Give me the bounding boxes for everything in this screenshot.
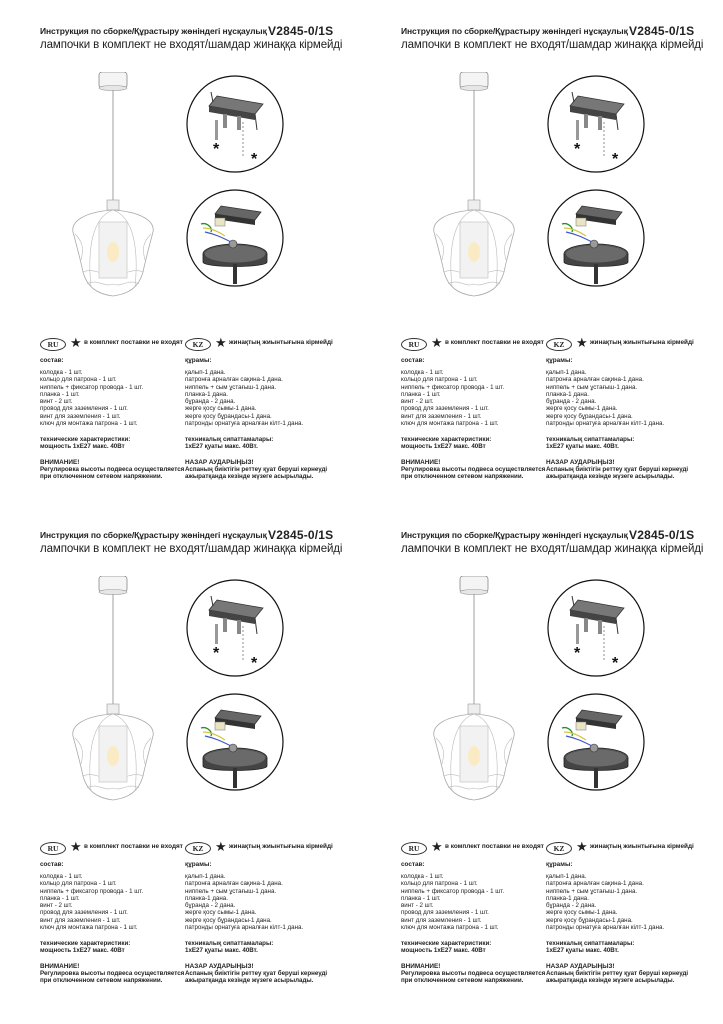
contents-item: провод для заземления - 1 шт. xyxy=(40,909,128,917)
contents-item: планка - 1 шт. xyxy=(401,894,441,902)
not-included-note: жинақтың жиынтығына кірмейді xyxy=(590,339,694,346)
warning-line: при отключенном сетевом напряжении. xyxy=(40,472,163,480)
instruction-sheet xyxy=(396,20,723,520)
contents-item: патронға арналған сақина-1 дана. xyxy=(185,880,283,888)
mounting-bracket-diagram xyxy=(185,578,285,678)
contents-item: ниппель + сым ұстағыш-1 дана. xyxy=(546,887,638,895)
contents-item: патронды орнатуға арналған кілт-1 дана. xyxy=(185,924,304,932)
contents-item: планка - 1 шт. xyxy=(401,390,441,398)
contents-list xyxy=(546,873,711,931)
russian-badge-row xyxy=(401,335,566,352)
contents-item: бұранда - 2 дана. xyxy=(546,398,597,406)
star-icon: ★ xyxy=(215,335,227,350)
ru-language-badge: RU xyxy=(401,338,427,351)
warning-text xyxy=(185,466,350,481)
contents-list xyxy=(185,369,350,427)
model-number: V2845-0/1S xyxy=(268,24,334,38)
contents-list xyxy=(185,873,350,931)
bulbs-not-included-note: лампочки в комплект не входят/шамдар жинаққа кірмейді xyxy=(401,543,704,555)
star-icon: ★ xyxy=(431,839,443,854)
warning-title: НАЗАР АУДАРЫҢЫЗ! xyxy=(546,458,615,466)
warning-line: при отключенном сетевом напряжении. xyxy=(401,976,524,984)
contents-item: бұранда - 2 дана. xyxy=(185,902,236,910)
contents-item: ниппель + фиксатор провода - 1 шт. xyxy=(401,887,505,895)
russian-section xyxy=(401,839,566,984)
mounting-bracket-diagram xyxy=(185,74,285,174)
warning-title: ВНИМАНИЕ! xyxy=(401,458,441,466)
bulbs-not-included-note: лампочки в комплект не входят/шамдар жинаққа кірмейді xyxy=(401,39,704,51)
warning-text xyxy=(546,466,711,481)
instruction-sheet xyxy=(35,524,375,1024)
warning-text xyxy=(546,970,711,985)
warning-title: ВНИМАНИЕ! xyxy=(401,962,441,970)
star-icon: * xyxy=(574,645,581,662)
not-included-note: в комплект поставки не входят xyxy=(84,339,183,346)
contents-item: кольцо для патрона - 1 шт. xyxy=(401,880,478,888)
warning-line: Аспаның биіктігін реттеу қуат беруші кернеуді xyxy=(185,969,328,977)
warning-text xyxy=(401,466,566,481)
star-icon: ★ xyxy=(70,839,82,854)
warning-line: Регулировка высоты подвеса осуществляется xyxy=(40,969,185,977)
contents-item: колодка - 1 шт. xyxy=(401,873,444,880)
specs-value: 1хЕ27 қуаты макс. 40Вт. xyxy=(546,443,619,451)
contents-item: кольцо для патрона - 1 шт. xyxy=(401,376,478,384)
pendant-lamp-illustration xyxy=(63,576,163,836)
ru-language-badge: RU xyxy=(40,338,66,351)
contents-item: патронды орнатуға арналған кілт-1 дана. xyxy=(185,420,304,428)
header-line xyxy=(40,530,370,544)
specs-title: техникалық сипаттамалары: xyxy=(185,940,274,948)
russian-badge-row xyxy=(40,335,205,352)
contents-item: ключ для монтажа патрона - 1 шт. xyxy=(40,420,138,428)
pendant-lamp-illustration xyxy=(424,576,524,836)
warning-line: Регулировка высоты подвеса осуществляется xyxy=(401,465,546,473)
russian-badge-row xyxy=(40,839,205,856)
contents-item: кольцо для патрона - 1 шт. xyxy=(40,376,117,384)
specs-title: технические характеристики: xyxy=(401,940,492,948)
specs-title: технические характеристики: xyxy=(40,940,131,948)
contents-title: құрамы: xyxy=(546,357,573,364)
warning-line: при отключенном сетевом напряжении. xyxy=(401,472,524,480)
specs-value: 1хЕ27 қуаты макс. 40Вт. xyxy=(185,443,258,451)
kazakh-badge-row xyxy=(185,839,350,856)
star-icon: * xyxy=(251,151,258,168)
warning-line: ажыратқанда кезінде жүзеге асырылады. xyxy=(546,472,675,480)
russian-section xyxy=(40,839,205,984)
warning-title: НАЗАР АУДАРЫҢЫЗ! xyxy=(185,962,254,970)
russian-badge-row xyxy=(401,839,566,856)
canopy-wiring-diagram xyxy=(185,692,285,792)
star-icon: * xyxy=(612,151,619,168)
warning-title: ВНИМАНИЕ! xyxy=(40,458,80,466)
warning-title: ВНИМАНИЕ! xyxy=(40,962,80,970)
warning-line: Регулировка высоты подвеса осуществляется xyxy=(401,969,546,977)
header-line xyxy=(401,530,723,544)
instruction-sheet xyxy=(396,524,723,1024)
star-icon: ★ xyxy=(576,839,588,854)
canopy-wiring-diagram xyxy=(546,188,646,288)
warning-title: НАЗАР АУДАРЫҢЫЗ! xyxy=(546,962,615,970)
specs-value: мощность 1хЕ27 макс. 40Вт xyxy=(40,443,125,451)
specs-title: техникалық сипаттамалары: xyxy=(546,940,635,948)
contents-item: провод для заземления - 1 шт. xyxy=(40,405,128,413)
contents-item: ниппель + фиксатор провода - 1 шт. xyxy=(40,383,144,391)
instruction-title: Инструкция по сборке/Құрастыру жөніндегі нұсқаулық xyxy=(401,530,628,540)
star-icon: * xyxy=(213,645,220,662)
header-line xyxy=(40,26,370,40)
contents-item: қалып-1 дана. xyxy=(185,369,226,376)
canopy-wiring-diagram xyxy=(185,188,285,288)
kazakh-section xyxy=(185,839,350,984)
contents-item: планка - 1 шт. xyxy=(40,894,80,902)
contents-item: патронға арналған сақина-1 дана. xyxy=(546,376,644,384)
header-line xyxy=(401,26,723,40)
contents-item: бұранда - 2 дана. xyxy=(185,398,236,406)
warning-line: при отключенном сетевом напряжении. xyxy=(40,976,163,984)
bulbs-not-included-note: лампочки в комплект не входят/шамдар жинаққа кірмейді xyxy=(40,543,343,555)
warning-line: Аспаның биіктігін реттеу қуат беруші кернеуді xyxy=(546,969,689,977)
contents-item: жерге қосу сымы-1 дана. xyxy=(546,405,618,413)
kazakh-badge-row xyxy=(546,839,711,856)
pendant-lamp-illustration xyxy=(63,72,163,332)
contents-item: планка-1 дана. xyxy=(546,390,589,398)
contents-item: винт - 2 шт. xyxy=(401,902,434,910)
contents-item: патронды орнатуға арналған кілт-1 дана. xyxy=(546,420,665,428)
contents-item: жерге қосу сымы-1 дана. xyxy=(185,909,257,917)
contents-item: ключ для монтажа патрона - 1 шт. xyxy=(401,420,499,428)
not-included-note: в комплект поставки не входят xyxy=(445,339,544,346)
contents-item: винт для заземления - 1 шт. xyxy=(40,916,121,924)
canopy-wiring-diagram xyxy=(546,692,646,792)
instruction-title: Инструкция по сборке/Құрастыру жөніндегі нұсқаулық xyxy=(40,530,267,540)
contents-item: провод для заземления - 1 шт. xyxy=(401,405,489,413)
instruction-sheet xyxy=(35,20,375,520)
contents-list xyxy=(40,369,205,427)
contents-list xyxy=(546,369,711,427)
kazakh-badge-row xyxy=(185,335,350,352)
contents-item: қалып-1 дана. xyxy=(546,369,587,376)
contents-item: винт для заземления - 1 шт. xyxy=(401,412,482,420)
mounting-bracket-diagram xyxy=(546,74,646,174)
warning-line: ажыратқанда кезінде жүзеге асырылады. xyxy=(185,976,314,984)
russian-section xyxy=(40,335,205,480)
contents-item: патронға арналған сақина-1 дана. xyxy=(185,376,283,384)
specs-title: техникалық сипаттамалары: xyxy=(546,436,635,444)
warning-line: Аспаның биіктігін реттеу қуат беруші кернеуді xyxy=(546,465,689,473)
contents-title: состав: xyxy=(40,861,64,868)
warning-line: Аспаның биіктігін реттеу қуат беруші кернеуді xyxy=(185,465,328,473)
star-icon: ★ xyxy=(70,335,82,350)
specs-value: мощность 1хЕ27 макс. 40Вт xyxy=(40,947,125,955)
kz-language-badge: KZ xyxy=(546,338,572,351)
contents-item: бұранда - 2 дана. xyxy=(546,902,597,910)
contents-item: винт - 2 шт. xyxy=(40,902,73,910)
contents-item: винт для заземления - 1 шт. xyxy=(401,916,482,924)
contents-list xyxy=(401,873,566,931)
contents-list xyxy=(401,369,566,427)
contents-item: ниппель + сым ұстағыш-1 дана. xyxy=(546,383,638,391)
warning-line: ажыратқанда кезінде жүзеге асырылады. xyxy=(185,472,314,480)
ru-language-badge: RU xyxy=(40,842,66,855)
mounting-bracket-diagram xyxy=(546,578,646,678)
not-included-note: жинақтың жиынтығына кірмейді xyxy=(590,843,694,850)
star-icon: ★ xyxy=(431,335,443,350)
contents-item: колодка - 1 шт. xyxy=(401,369,444,376)
model-number: V2845-0/1S xyxy=(629,24,695,38)
contents-item: винт для заземления - 1 шт. xyxy=(40,412,121,420)
star-icon: * xyxy=(251,655,258,672)
contents-list xyxy=(40,873,205,931)
contents-title: состав: xyxy=(40,357,64,364)
contents-item: патронды орнатуға арналған кілт-1 дана. xyxy=(546,924,665,932)
specs-title: технические характеристики: xyxy=(40,436,131,444)
warning-text xyxy=(185,970,350,985)
contents-item: ниппель + фиксатор провода - 1 шт. xyxy=(40,887,144,895)
star-icon: ★ xyxy=(215,839,227,854)
warning-text xyxy=(401,970,566,985)
kazakh-section xyxy=(546,335,711,480)
contents-title: құрамы: xyxy=(185,861,212,868)
contents-item: планка-1 дана. xyxy=(185,390,228,398)
specs-title: техникалық сипаттамалары: xyxy=(185,436,274,444)
contents-item: ниппель + фиксатор провода - 1 шт. xyxy=(401,383,505,391)
specs-title: технические характеристики: xyxy=(401,436,492,444)
russian-section xyxy=(401,335,566,480)
contents-item: жерге қосу бұрандасы-1 дана. xyxy=(546,916,633,924)
specs-value: 1хЕ27 қуаты макс. 40Вт. xyxy=(185,947,258,955)
specs-value: мощность 1хЕ27 макс. 40Вт xyxy=(401,443,486,451)
specs-value: мощность 1хЕ27 макс. 40Вт xyxy=(401,947,486,955)
warning-line: Регулировка высоты подвеса осуществляется xyxy=(40,465,185,473)
warning-title: НАЗАР АУДАРЫҢЫЗ! xyxy=(185,458,254,466)
contents-item: ключ для монтажа патрона - 1 шт. xyxy=(40,924,138,932)
bulbs-not-included-note: лампочки в комплект не входят/шамдар жинаққа кірмейді xyxy=(40,39,343,51)
not-included-note: в комплект поставки не входят xyxy=(84,843,183,850)
model-number: V2845-0/1S xyxy=(629,528,695,542)
contents-title: құрамы: xyxy=(185,357,212,364)
warning-text xyxy=(40,970,205,985)
contents-item: ниппель + сым ұстағыш-1 дана. xyxy=(185,887,277,895)
contents-item: қалып-1 дана. xyxy=(185,873,226,880)
warning-text xyxy=(40,466,205,481)
contents-item: жерге қосу бұрандасы-1 дана. xyxy=(185,916,272,924)
not-included-note: жинақтың жиынтығына кірмейді xyxy=(229,339,333,346)
kazakh-section xyxy=(185,335,350,480)
contents-item: провод для заземления - 1 шт. xyxy=(401,909,489,917)
contents-item: жерге қосу бұрандасы-1 дана. xyxy=(546,412,633,420)
star-icon: * xyxy=(213,141,220,158)
contents-item: ключ для монтажа патрона - 1 шт. xyxy=(401,924,499,932)
contents-title: состав: xyxy=(401,357,425,364)
contents-item: винт - 2 шт. xyxy=(40,398,73,406)
contents-item: жерге қосу сымы-1 дана. xyxy=(185,405,257,413)
contents-item: кольцо для патрона - 1 шт. xyxy=(40,880,117,888)
ru-language-badge: RU xyxy=(401,842,427,855)
contents-item: винт - 2 шт. xyxy=(401,398,434,406)
contents-item: патронға арналған сақина-1 дана. xyxy=(546,880,644,888)
star-icon: ★ xyxy=(576,335,588,350)
contents-item: планка - 1 шт. xyxy=(40,390,80,398)
contents-item: жерге қосу бұрандасы-1 дана. xyxy=(185,412,272,420)
not-included-note: в комплект поставки не входят xyxy=(445,843,544,850)
kz-language-badge: KZ xyxy=(185,338,211,351)
contents-item: планка-1 дана. xyxy=(185,894,228,902)
instruction-title: Инструкция по сборке/Құрастыру жөніндегі нұсқаулық xyxy=(401,26,628,36)
kazakh-section xyxy=(546,839,711,984)
kz-language-badge: KZ xyxy=(185,842,211,855)
star-icon: * xyxy=(612,655,619,672)
contents-item: қалып-1 дана. xyxy=(546,873,587,880)
warning-line: ажыратқанда кезінде жүзеге асырылады. xyxy=(546,976,675,984)
contents-item: колодка - 1 шт. xyxy=(40,873,83,880)
star-icon: * xyxy=(574,141,581,158)
contents-title: состав: xyxy=(401,861,425,868)
contents-item: колодка - 1 шт. xyxy=(40,369,83,376)
kz-language-badge: KZ xyxy=(546,842,572,855)
pendant-lamp-illustration xyxy=(424,72,524,332)
contents-item: планка-1 дана. xyxy=(546,894,589,902)
specs-value: 1хЕ27 қуаты макс. 40Вт. xyxy=(546,947,619,955)
contents-item: жерге қосу сымы-1 дана. xyxy=(546,909,618,917)
model-number: V2845-0/1S xyxy=(268,528,334,542)
kazakh-badge-row xyxy=(546,335,711,352)
contents-item: ниппель + сым ұстағыш-1 дана. xyxy=(185,383,277,391)
contents-title: құрамы: xyxy=(546,861,573,868)
instruction-title: Инструкция по сборке/Құрастыру жөніндегі нұсқаулық xyxy=(40,26,267,36)
not-included-note: жинақтың жиынтығына кірмейді xyxy=(229,843,333,850)
